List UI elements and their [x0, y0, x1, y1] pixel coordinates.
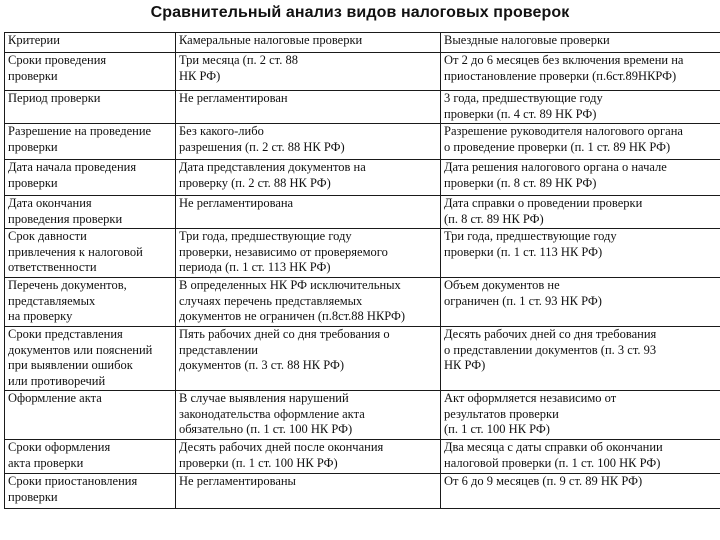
- comparison-table: [4, 32, 720, 509]
- criterion-cell: Сроки представления документов или пояснений при выявлении ошибок или противоречий: [5, 327, 176, 391]
- criterion-cell: Перечень документов, представляемых на проверку: [5, 278, 176, 327]
- criterion-cell: Сроки оформления акта проверки: [5, 440, 176, 474]
- criterion-cell: Оформление акта: [5, 391, 176, 440]
- table-row: [5, 124, 720, 160]
- field-audit-cell: Три года, предшествующие году проверки (п. 1 ст. 113 НК РФ): [441, 229, 720, 278]
- header-criteria: Критерии: [5, 33, 176, 53]
- header-desk-audit: Камеральные налоговые проверки: [176, 33, 441, 53]
- criterion-cell: Разрешение на проведение проверки: [5, 124, 176, 160]
- field-audit-cell: Разрешение руководителя налогового органа о проведение проверки (п. 1 ст. 89 НК РФ): [441, 124, 720, 160]
- header-field-audit: Выездные налоговые проверки: [441, 33, 720, 53]
- criterion-cell: Дата начала проведения проверки: [5, 160, 176, 196]
- criterion-cell: Срок давности привлечения к налоговой ответственности: [5, 229, 176, 278]
- table-row: [5, 160, 720, 196]
- desk-audit-cell: Не регламентирован: [176, 91, 441, 124]
- desk-audit-cell: Три года, предшествующие году проверки, независимо от проверяемого периода (п. 1 ст. 113 НК РФ): [176, 229, 441, 278]
- table-row: [5, 196, 720, 229]
- desk-audit-cell: Десять рабочих дней после окончания проверки (п. 1 ст. 100 НК РФ): [176, 440, 441, 474]
- table-row: [5, 229, 720, 278]
- desk-audit-cell: В случае выявления нарушений законодательства оформление акта обязательно (п. 1 ст. 100 НК РФ): [176, 391, 441, 440]
- table-row: [5, 327, 720, 391]
- criterion-cell: Сроки проведения проверки: [5, 53, 176, 91]
- field-audit-cell: 3 года, предшествующие году проверки (п. 4 ст. 89 НК РФ): [441, 91, 720, 124]
- field-audit-cell: Десять рабочих дней со дня требования о представлении документов (п. 3 ст. 93 НК РФ): [441, 327, 720, 391]
- table-row: [5, 53, 720, 91]
- criterion-cell: Сроки приостановления проверки: [5, 474, 176, 509]
- desk-audit-cell: Три месяца (п. 2 ст. 88 НК РФ): [176, 53, 441, 91]
- desk-audit-cell: Без какого-либо разрешения (п. 2 ст. 88 НК РФ): [176, 124, 441, 160]
- field-audit-cell: Объем документов не ограничен (п. 1 ст. 93 НК РФ): [441, 278, 720, 327]
- table-row: [5, 278, 720, 327]
- header-row: [5, 33, 720, 53]
- desk-audit-cell: В определенных НК РФ исключительных случаях перечень представляемых документов не ограничен (п.8ст.88 НКРФ): [176, 278, 441, 327]
- table-row: [5, 91, 720, 124]
- desk-audit-cell: Дата представления документов на проверку (п. 2 ст. 88 НК РФ): [176, 160, 441, 196]
- table-row: [5, 391, 720, 440]
- field-audit-cell: Дата решения налогового органа о начале проверки (п. 8 ст. 89 НК РФ): [441, 160, 720, 196]
- field-audit-cell: Акт оформляется независимо от результатов проверки (п. 1 ст. 100 НК РФ): [441, 391, 720, 440]
- field-audit-cell: От 2 до 6 месяцев без включения времени на приостановление проверки (п.6ст.89НКРФ): [441, 53, 720, 91]
- desk-audit-cell: Не регламентирована: [176, 196, 441, 229]
- table-row: [5, 440, 720, 474]
- desk-audit-cell: Пять рабочих дней со дня требования о представлении документов (п. 3 ст. 88 НК РФ): [176, 327, 441, 391]
- field-audit-cell: Дата справки о проведении проверки (п. 8 ст. 89 НК РФ): [441, 196, 720, 229]
- page-title: Сравнительный анализ видов налоговых проверок: [150, 4, 570, 21]
- field-audit-cell: От 6 до 9 месяцев (п. 9 ст. 89 НК РФ): [441, 474, 720, 509]
- table-row: [5, 474, 720, 509]
- desk-audit-cell: Не регламентированы: [176, 474, 441, 509]
- field-audit-cell: Два месяца с даты справки об окончании налоговой проверки (п. 1 ст. 100 НК РФ): [441, 440, 720, 474]
- criterion-cell: Период проверки: [5, 91, 176, 124]
- criterion-cell: Дата окончания проведения проверки: [5, 196, 176, 229]
